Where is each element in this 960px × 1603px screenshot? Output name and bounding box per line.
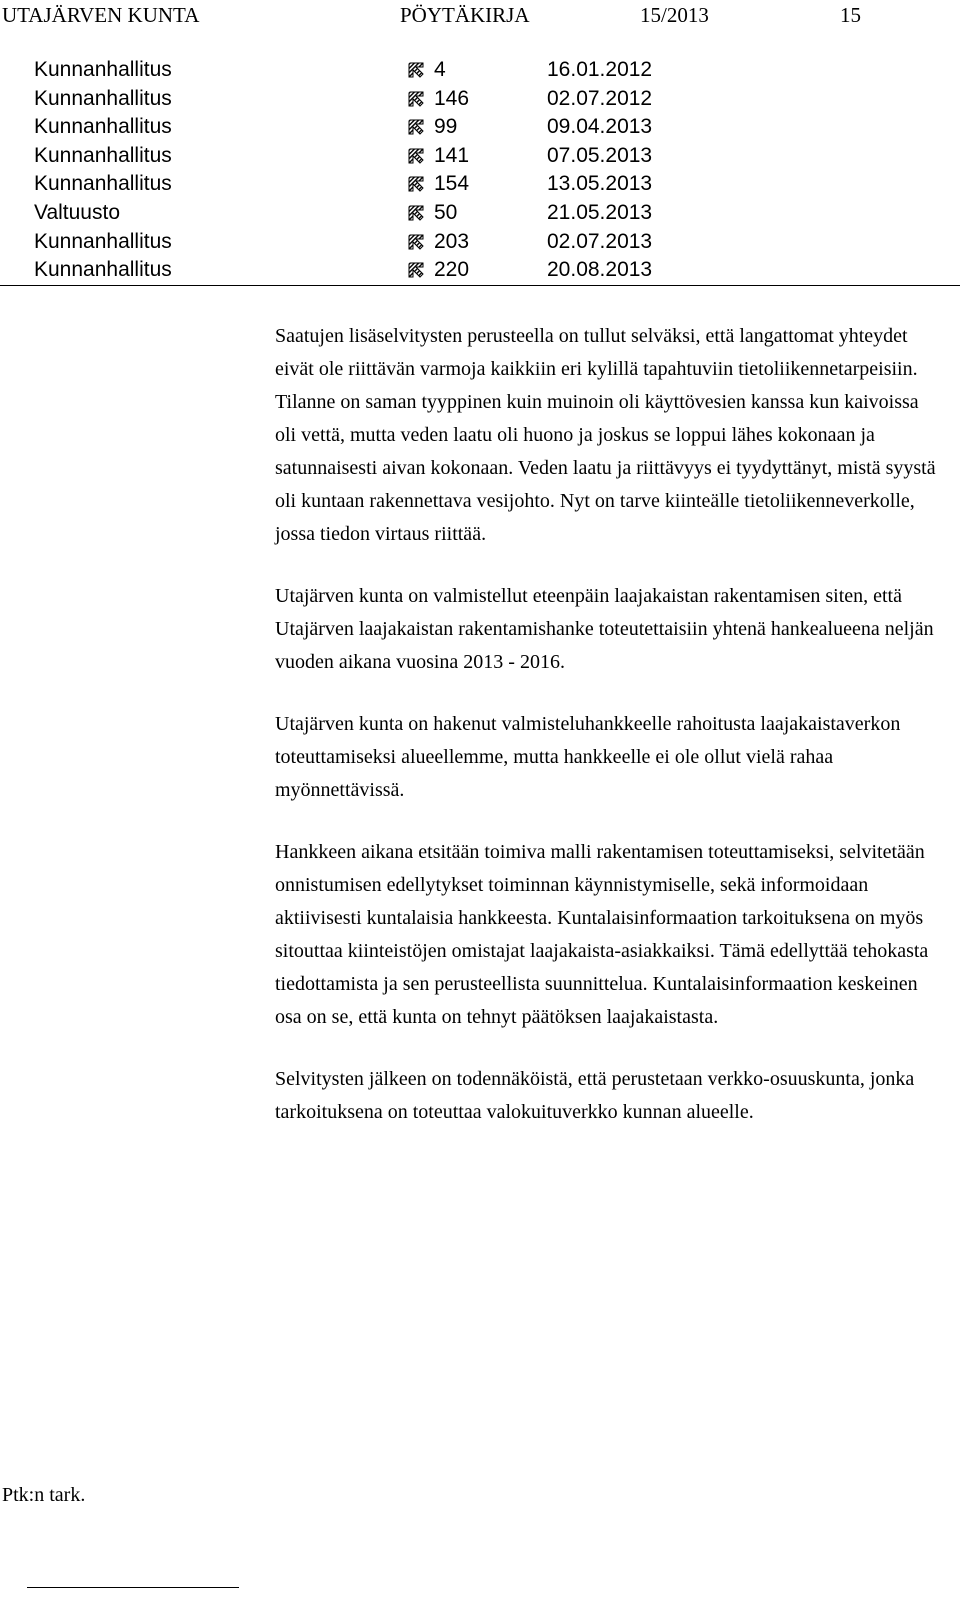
- hatched-link-icon: [407, 233, 426, 252]
- page-number: 15: [840, 3, 861, 27]
- history-body: Kunnanhallitus: [34, 115, 172, 139]
- history-body: Kunnanhallitus: [34, 229, 172, 253]
- history-section-number: 50: [434, 200, 458, 224]
- history-row: [0, 256, 960, 285]
- signature-line: [27, 1587, 239, 1588]
- history-date: 20.08.2013: [547, 258, 653, 282]
- history-date: 07.05.2013: [547, 143, 653, 167]
- body-paragraph: Hankkeen aikana etsitään toimiva malli rakentamisen toteuttamiseksi, selvitetään onnistumisen edellytykset toiminnan käynnistymiselle, sekä informoidaan aktiivisesti kuntalaisia hankkeesta. Kuntalaisinformaation tarkoituksena on myös sitouttaa kiinteistöjen omistajat laajakaista-asiakkaiksi. Tämä edellyttää tehokasta tiedottamista ja sen perusteellista suunnittelua. Kuntalaisinformaation keskeinen osa on se, että kunta on tehnyt päätöksen laajakaistasta.: [275, 841, 929, 1028]
- body-paragraph: Saatujen lisäselvitysten perusteella on tullut selväksi, että langattomat yhteydet eivät ole riittävän varmoja kaikkiin eri kylillä tapahtuviin tietoliikennetarpeisiin. Tilanne on saman tyyppinen kuin muinoin oli käyttövesien kanssa kun kaivoissa oli vettä, mutta veden laatu oli huono ja joskus se loppui lähes kokonaan ja satunnaisesti aivan kokonaan. Veden laatu ja riittävyys ei tyydyttänyt, mistä syystä oli kuntaan rakennettava vesijohto. Nyt on tarve kiinteälle tietoliikenneverkolle, jossa tiedon virtaus riittää.: [275, 325, 936, 545]
- history-date: 02.07.2012: [547, 86, 653, 110]
- hatched-link-icon: [407, 175, 426, 194]
- history-body: Kunnanhallitus: [34, 86, 172, 110]
- body-paragraph: Selvitysten jälkeen on todennäköistä, että perustetaan verkko-osuuskunta, jonka tarkoituksena on toteuttaa valokuituverkko kunnan alueelle.: [275, 1068, 915, 1123]
- history-section-number: 146: [434, 86, 470, 110]
- history-row: [0, 228, 960, 257]
- document-number: 15/2013: [640, 3, 709, 27]
- history-row: [0, 56, 960, 85]
- history-date: 13.05.2013: [547, 172, 653, 196]
- body-paragraph: Utajärven kunta on valmistellut eteenpäin laajakaistan rakentamisen siten, että Utajärven laajakaistan rakentamishanke toteutettaisiin yhtenä hankealueena neljän vuoden aikana vuosina 2013 - 2016.: [275, 585, 934, 673]
- history-date: 21.05.2013: [547, 200, 653, 224]
- history-section-number: 220: [434, 258, 470, 282]
- history-divider: [0, 285, 960, 286]
- document-header: [0, 0, 960, 32]
- body-text: [275, 320, 940, 1158]
- history-section-number: 141: [434, 143, 470, 167]
- history-body: Valtuusto: [34, 200, 120, 224]
- history-body: Kunnanhallitus: [34, 58, 172, 81]
- hatched-link-icon: [407, 261, 426, 280]
- hatched-link-icon: [407, 118, 426, 137]
- history-body: Kunnanhallitus: [34, 143, 172, 167]
- document-type: PÖYTÄKIRJA: [400, 3, 530, 27]
- history-body: Kunnanhallitus: [34, 172, 172, 196]
- history-row: [0, 199, 960, 228]
- history-section-number: 203: [434, 229, 470, 253]
- history-row: [0, 85, 960, 114]
- history-row: [0, 113, 960, 142]
- hatched-link-icon: [407, 204, 426, 223]
- history-body: Kunnanhallitus: [34, 258, 172, 282]
- minutes-checker-label: Ptk:n tark.: [2, 1484, 86, 1506]
- hatched-link-icon: [407, 61, 426, 80]
- history-row: [0, 170, 960, 199]
- hatched-link-icon: [407, 147, 426, 166]
- history-section-number: 4: [434, 58, 446, 81]
- history-date: 02.07.2013: [547, 229, 653, 253]
- body-paragraph: Utajärven kunta on hakenut valmisteluhankkeelle rahoitusta laajakaistaverkon toteuttamiseksi alueellemme, mutta hankkeelle ei ole ollut vielä rahaa myönnettävissä.: [275, 713, 901, 801]
- hatched-link-icon: [407, 90, 426, 109]
- decision-history: [0, 56, 960, 285]
- municipality-name: UTAJÄRVEN KUNTA: [2, 3, 200, 27]
- history-date: 16.01.2012: [547, 58, 653, 81]
- history-section-number: 154: [434, 172, 470, 196]
- history-row: [0, 142, 960, 171]
- history-section-number: 99: [434, 115, 458, 139]
- history-date: 09.04.2013: [547, 115, 653, 139]
